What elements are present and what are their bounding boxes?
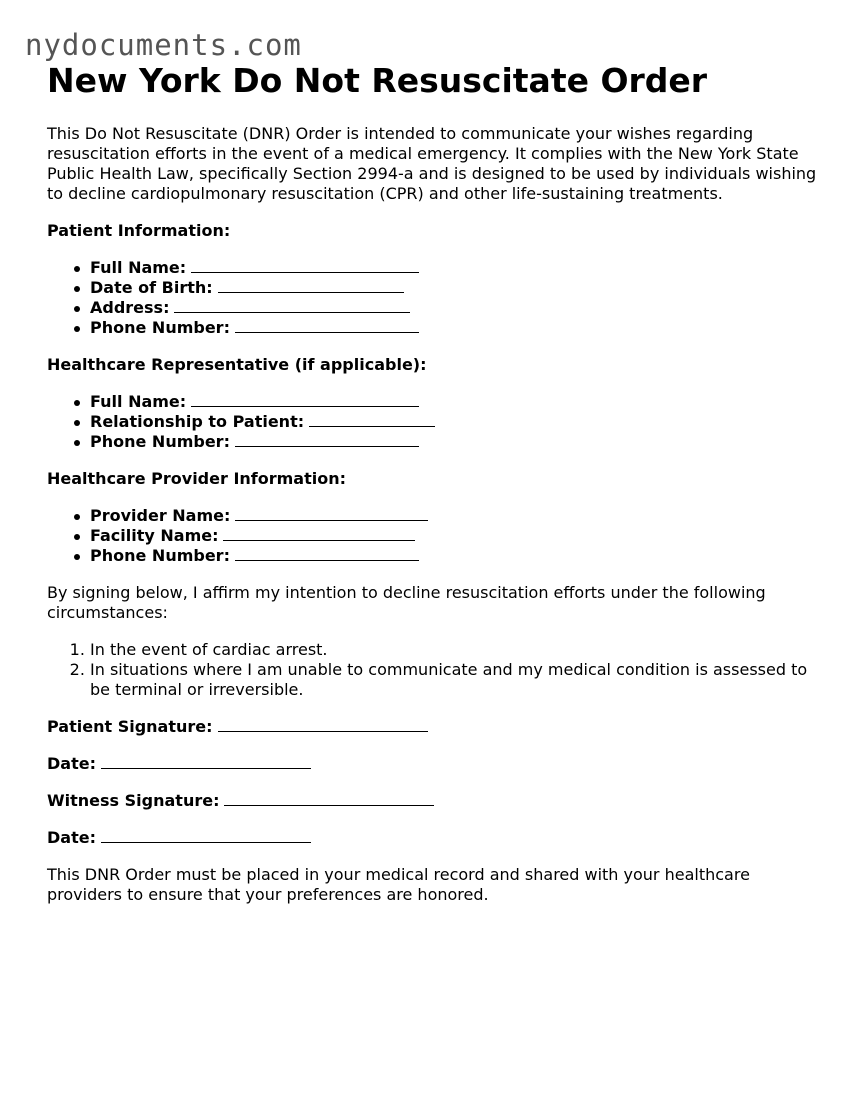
witness-date-blank[interactable] — [101, 841, 311, 843]
representative-heading: Healthcare Representative (if applicable): — [47, 355, 427, 374]
patient-date-line — [47, 754, 827, 774]
field-label: Provider Name: — [90, 506, 231, 525]
list-item: 1. In the event of cardiac arrest. — [90, 640, 827, 660]
field-label: Phone Number: — [90, 318, 230, 337]
document-title: New York Do Not Resuscitate Order — [47, 61, 708, 100]
patient-dob-blank[interactable] — [218, 291, 404, 293]
witness-date-line — [47, 828, 827, 848]
representative-list — [47, 392, 827, 452]
witness-signature-line — [47, 791, 827, 811]
list-item — [90, 258, 827, 278]
list-item — [90, 506, 827, 526]
conditions-list — [47, 640, 827, 700]
witness-signature-blank[interactable] — [224, 804, 434, 806]
field-label: Date: — [47, 828, 96, 847]
field-label: Witness Signature: — [47, 791, 220, 810]
list-item — [90, 546, 827, 566]
affirmation-paragraph: By signing below, I affirm my intention to decline resuscitation efforts under the following circumstances: — [47, 583, 766, 622]
representative-phone-blank[interactable] — [235, 445, 419, 447]
provider-name-blank[interactable] — [235, 519, 428, 521]
field-label: Relationship to Patient: — [90, 412, 305, 431]
field-label: Phone Number: — [90, 546, 230, 565]
patient-address-blank[interactable] — [174, 311, 410, 313]
dnr-document — [47, 60, 827, 905]
representative-full-name-blank[interactable] — [191, 405, 419, 407]
field-label: Date of Birth: — [90, 278, 213, 297]
patient-info-list — [47, 258, 827, 338]
list-item — [90, 412, 827, 432]
provider-list — [47, 506, 827, 566]
list-item — [90, 526, 827, 546]
patient-signature-blank[interactable] — [218, 730, 428, 732]
provider-heading: Healthcare Provider Information: — [47, 469, 347, 488]
intro-paragraph: This Do Not Resuscitate (DNR) Order is intended to communicate your wishes regarding resuscitation efforts in the event of a medical emergency. It complies with the New York State Public Health Law, specifically Section 2994-a and is designed to be used by individuals wishing to decline cardiopulmonary resuscitation (CPR) and other life-sustaining treatments. — [47, 124, 817, 203]
patient-date-blank[interactable] — [101, 767, 311, 769]
patient-signature-line — [47, 717, 827, 737]
representative-relationship-blank[interactable] — [309, 425, 435, 427]
field-label: Date: — [47, 754, 96, 773]
patient-phone-blank[interactable] — [235, 331, 419, 333]
list-item — [90, 392, 827, 412]
closing-paragraph: This DNR Order must be placed in your medical record and shared with your healthcare providers to ensure that your preferences are honored. — [47, 865, 750, 904]
site-watermark: nydocuments.com — [25, 28, 302, 62]
patient-info-heading: Patient Information: — [47, 221, 231, 240]
field-label: Address: — [90, 298, 170, 317]
list-item — [90, 432, 827, 452]
list-item: 2. In situations where I am unable to communicate and my medical condition is assessed to be terminal or irreversible. — [90, 660, 827, 700]
field-label: Patient Signature: — [47, 717, 213, 736]
field-label: Full Name: — [90, 258, 187, 277]
list-item — [90, 318, 827, 338]
list-item — [90, 278, 827, 298]
field-label: Phone Number: — [90, 432, 230, 451]
provider-phone-blank[interactable] — [235, 559, 419, 561]
field-label: Full Name: — [90, 392, 187, 411]
patient-full-name-blank[interactable] — [191, 271, 419, 273]
list-item — [90, 298, 827, 318]
field-label: Facility Name: — [90, 526, 219, 545]
facility-name-blank[interactable] — [223, 539, 415, 541]
